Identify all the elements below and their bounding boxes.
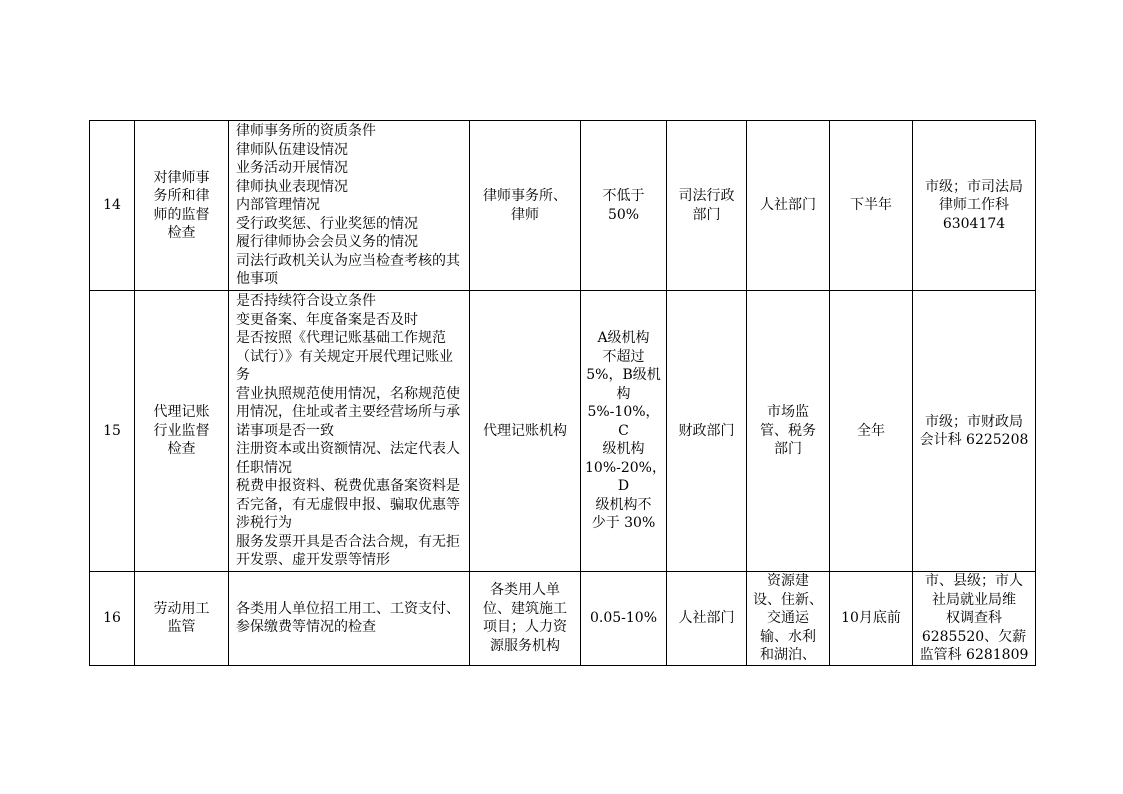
sampling-ratio: A级机构 不超过 5%，B级机 构 5%-10%，C 级机构 10%-20%，D 级机构不 少于 30% <box>581 291 667 572</box>
cooperating-departments: 人社部门 <box>747 121 830 291</box>
table-row <box>90 291 1036 572</box>
inspection-content: 是否持续符合设立条件 变更备案、年度备案是否及时 是否按照《代理记账基础工作规范（试行）》有关规定开展代理记账业务 营业执照规范使用情况，名称规范使用情况，住址或者主要经营场所与承诺事项是否一致 注册资本或出资额情况、法定代表人任职情况 税费申报资料、税费优惠备案资料是否完备，有无虚假申报、骗取优惠等涉税行为 服务发票开具是否合法合规，有无拒开发票、虚开发票等情形 <box>229 291 470 572</box>
lead-department: 人社部门 <box>667 572 747 666</box>
contact-info: 市、县级；市人 社局就业局维 权调查科 6285520、欠薪 监管科 6281809 <box>913 572 1036 666</box>
inspection-item: 劳动用工 监管 <box>135 572 229 666</box>
sampling-ratio: 不低于 50% <box>581 121 667 291</box>
inspection-target: 代理记账机构 <box>470 291 581 572</box>
inspection-time: 10月底前 <box>830 572 913 666</box>
inspection-item: 对律师事 务所和律 师的监督 检查 <box>135 121 229 291</box>
row-number: 16 <box>90 572 135 666</box>
inspection-content: 各类用人单位招工用工、工资支付、参保缴费等情况的检查 <box>229 572 470 666</box>
lead-department: 财政部门 <box>667 291 747 572</box>
inspection-table <box>89 120 1036 666</box>
sampling-ratio: 0.05-10% <box>581 572 667 666</box>
inspection-item: 代理记账 行业监督 检查 <box>135 291 229 572</box>
contact-info: 市级；市财政局 会计科 6225208 <box>913 291 1036 572</box>
inspection-content: 律师事务所的资质条件 律师队伍建设情况 业务活动开展情况 律师执业表现情况 内部管理情况 受行政奖惩、行业奖惩的情况 履行律师协会会员义务的情况 司法行政机关认为应当检查考核的其他事项 <box>229 121 470 291</box>
inspection-target: 各类用人单 位、建筑施工 项目；人力资 源服务机构 <box>470 572 581 666</box>
cooperating-departments: 市场监 管、税务 部门 <box>747 291 830 572</box>
cooperating-departments: 资源建 设、住新、 交通运 输、水利 和湖泊、 <box>747 572 830 666</box>
lead-department: 司法行政 部门 <box>667 121 747 291</box>
table-row <box>90 572 1036 666</box>
inspection-target: 律师事务所、 律师 <box>470 121 581 291</box>
table-row <box>90 121 1036 291</box>
inspection-time: 下半年 <box>830 121 913 291</box>
contact-info: 市级；市司法局 律师工作科 6304174 <box>913 121 1036 291</box>
row-number: 14 <box>90 121 135 291</box>
row-number: 15 <box>90 291 135 572</box>
inspection-time: 全年 <box>830 291 913 572</box>
